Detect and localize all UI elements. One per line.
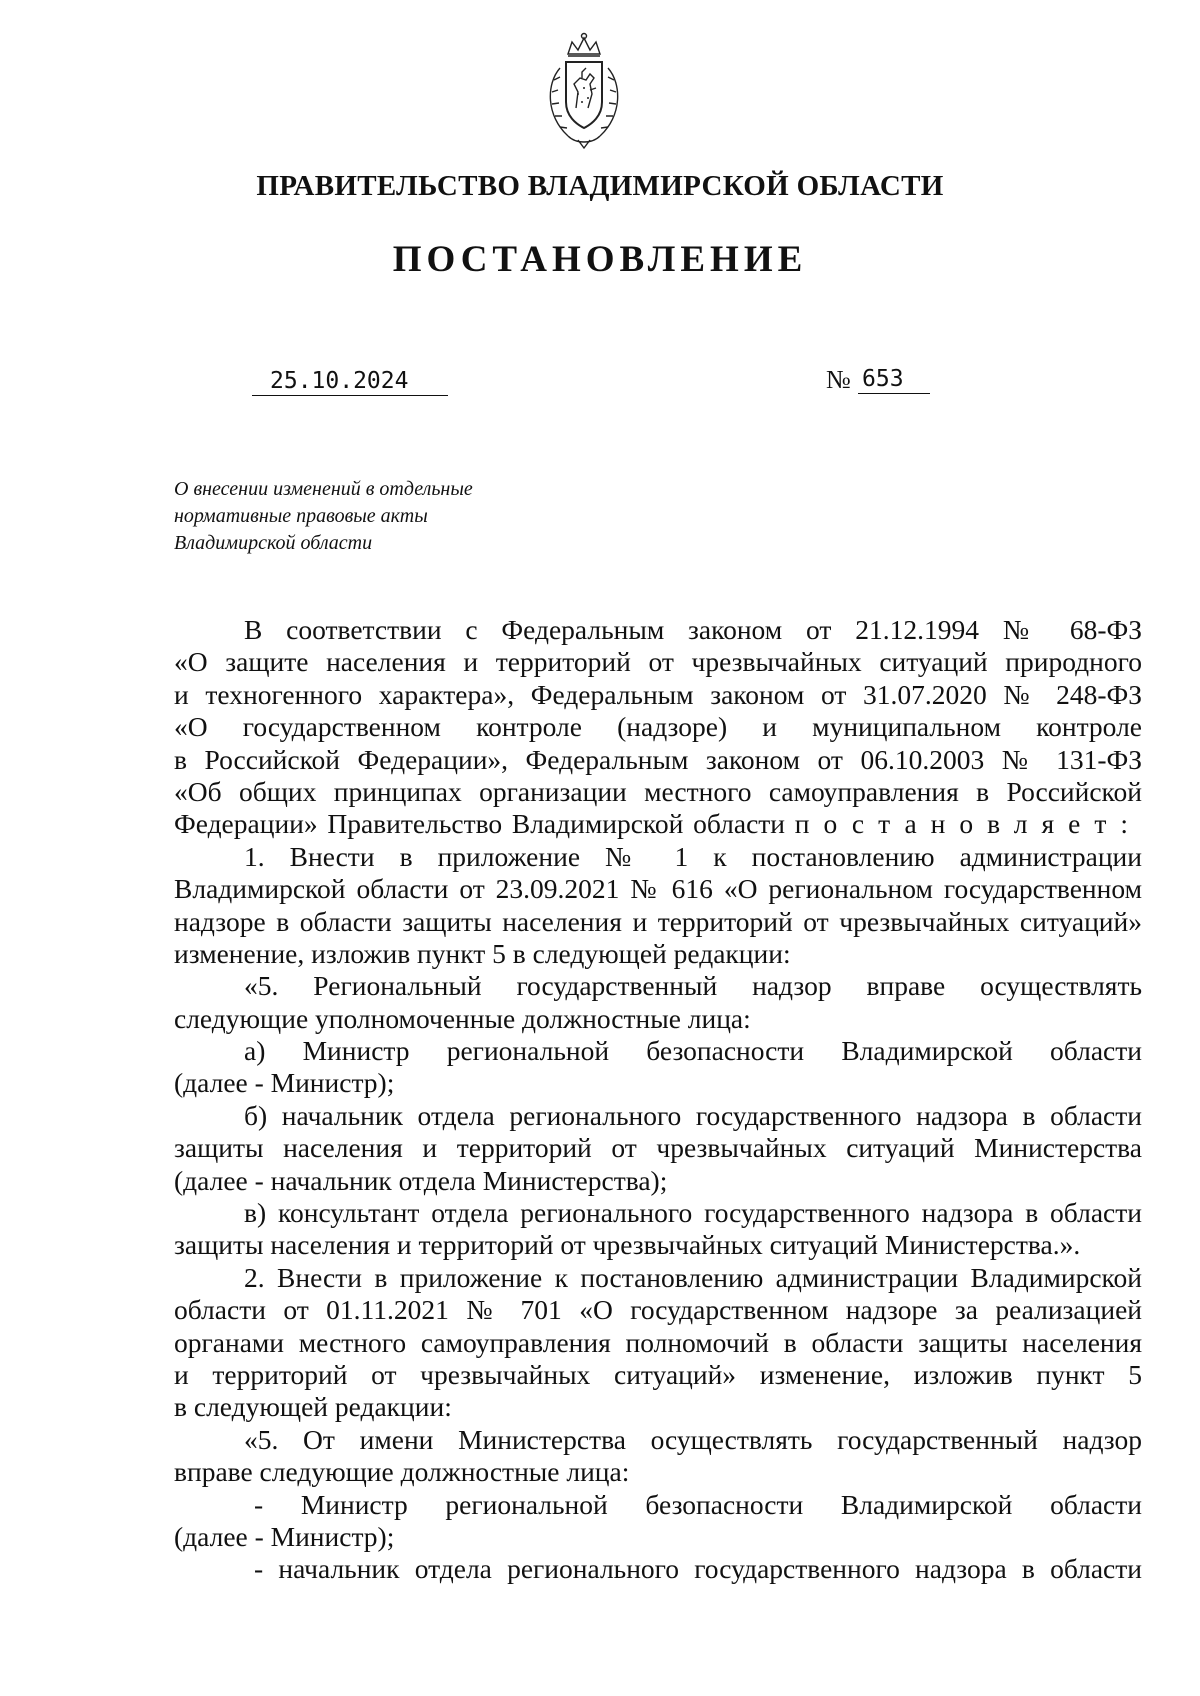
document-type-title: ПОСТАНОВЛЕНИЕ	[392, 239, 808, 280]
body-line: и территорий от чрезвычайных ситуаций» изменение, изложив пункт 5	[174, 1358, 1142, 1390]
body-line: - начальник отдела регионального государственного надзора в области	[254, 1553, 1142, 1585]
body-line: вправе следующие должностные лица:	[174, 1456, 630, 1488]
document-subject	[174, 476, 594, 557]
body-line-decree	[174, 808, 1142, 840]
body-line: а) Министр региональной безопасности Владимирской области	[244, 1035, 1142, 1067]
body-line: «5. Региональный государственный надзор вправе осуществлять	[244, 970, 1142, 1002]
number-label: №	[826, 365, 851, 394]
subject-line: нормативные правовые акты	[174, 505, 428, 527]
subject-line: Владимирской области	[174, 532, 373, 554]
body-line: и техногенного характера», Федеральным законом от 31.07.2020 № 248-ФЗ	[174, 678, 1142, 710]
body-line: в следующей редакции:	[174, 1391, 452, 1423]
document-body	[174, 614, 1142, 1586]
decree-word: постановляет:	[794, 808, 1142, 840]
body-line: (далее - Министр);	[174, 1520, 395, 1552]
body-line: 2. Внести в приложение к постановлению администрации Владимирской	[244, 1261, 1142, 1293]
body-line: «О государственном контроле (надзоре) и муниципальном контроле	[174, 711, 1142, 743]
document-date: 25.10.2024	[252, 367, 448, 396]
body-line: - Министр региональной безопасности Владимирской области	[254, 1488, 1142, 1520]
body-line: изменение, изложив пункт 5 в следующей редакции:	[174, 937, 791, 969]
body-line: органами местного самоуправления полномочий в области защиты населения	[174, 1326, 1142, 1358]
body-line: в) консультант отдела регионального государственного надзора в области	[244, 1197, 1142, 1229]
body-line: «О защите населения и территорий от чрезвычайных ситуаций природного	[174, 646, 1142, 678]
body-line: В соответствии с Федеральным законом от 21.12.1994 № 68-ФЗ	[244, 614, 1142, 645]
body-line: защиты населения и территорий от чрезвычайных ситуаций Министерства.».	[174, 1229, 1081, 1261]
decree-preamble: Федерации» Правительство Владимирской области	[174, 808, 786, 840]
body-line: надзоре в области защиты населения и территорий от чрезвычайных ситуаций»	[174, 905, 1142, 937]
body-line: 1. Внести в приложение № 1 к постановлению администрации	[244, 840, 1142, 872]
body-line: «5. От имени Министерства осуществлять государственный надзор	[244, 1423, 1142, 1455]
document-number: 653	[858, 365, 930, 394]
body-line: Владимирской области от 23.09.2021 № 616 «О региональном государственном	[174, 873, 1142, 905]
coat-of-arms-icon	[538, 32, 630, 150]
body-line: следующие уполномоченные должностные лица:	[174, 1002, 751, 1034]
body-line: в Российской Федерации», Федеральным законом от 06.10.2003 № 131-ФЗ	[174, 743, 1142, 775]
body-line: (далее - Министр);	[174, 1067, 395, 1099]
body-line: области от 01.11.2021 № 701 «О государственном надзоре за реализацией	[174, 1294, 1142, 1326]
body-line: защиты населения и территорий от чрезвычайных ситуаций Министерства	[174, 1132, 1142, 1164]
body-line: б) начальник отдела регионального государственного надзора в области	[244, 1099, 1142, 1131]
subject-line: О внесении изменений в отдельные	[174, 478, 473, 500]
body-line: «Об общих принципах организации местного самоуправления в Российской	[174, 775, 1142, 807]
body-line: (далее - начальник отдела Министерства);	[174, 1164, 668, 1196]
organization-name: ПРАВИТЕЛЬСТВО ВЛАДИМИРСКОЙ ОБЛАСТИ	[256, 170, 944, 202]
